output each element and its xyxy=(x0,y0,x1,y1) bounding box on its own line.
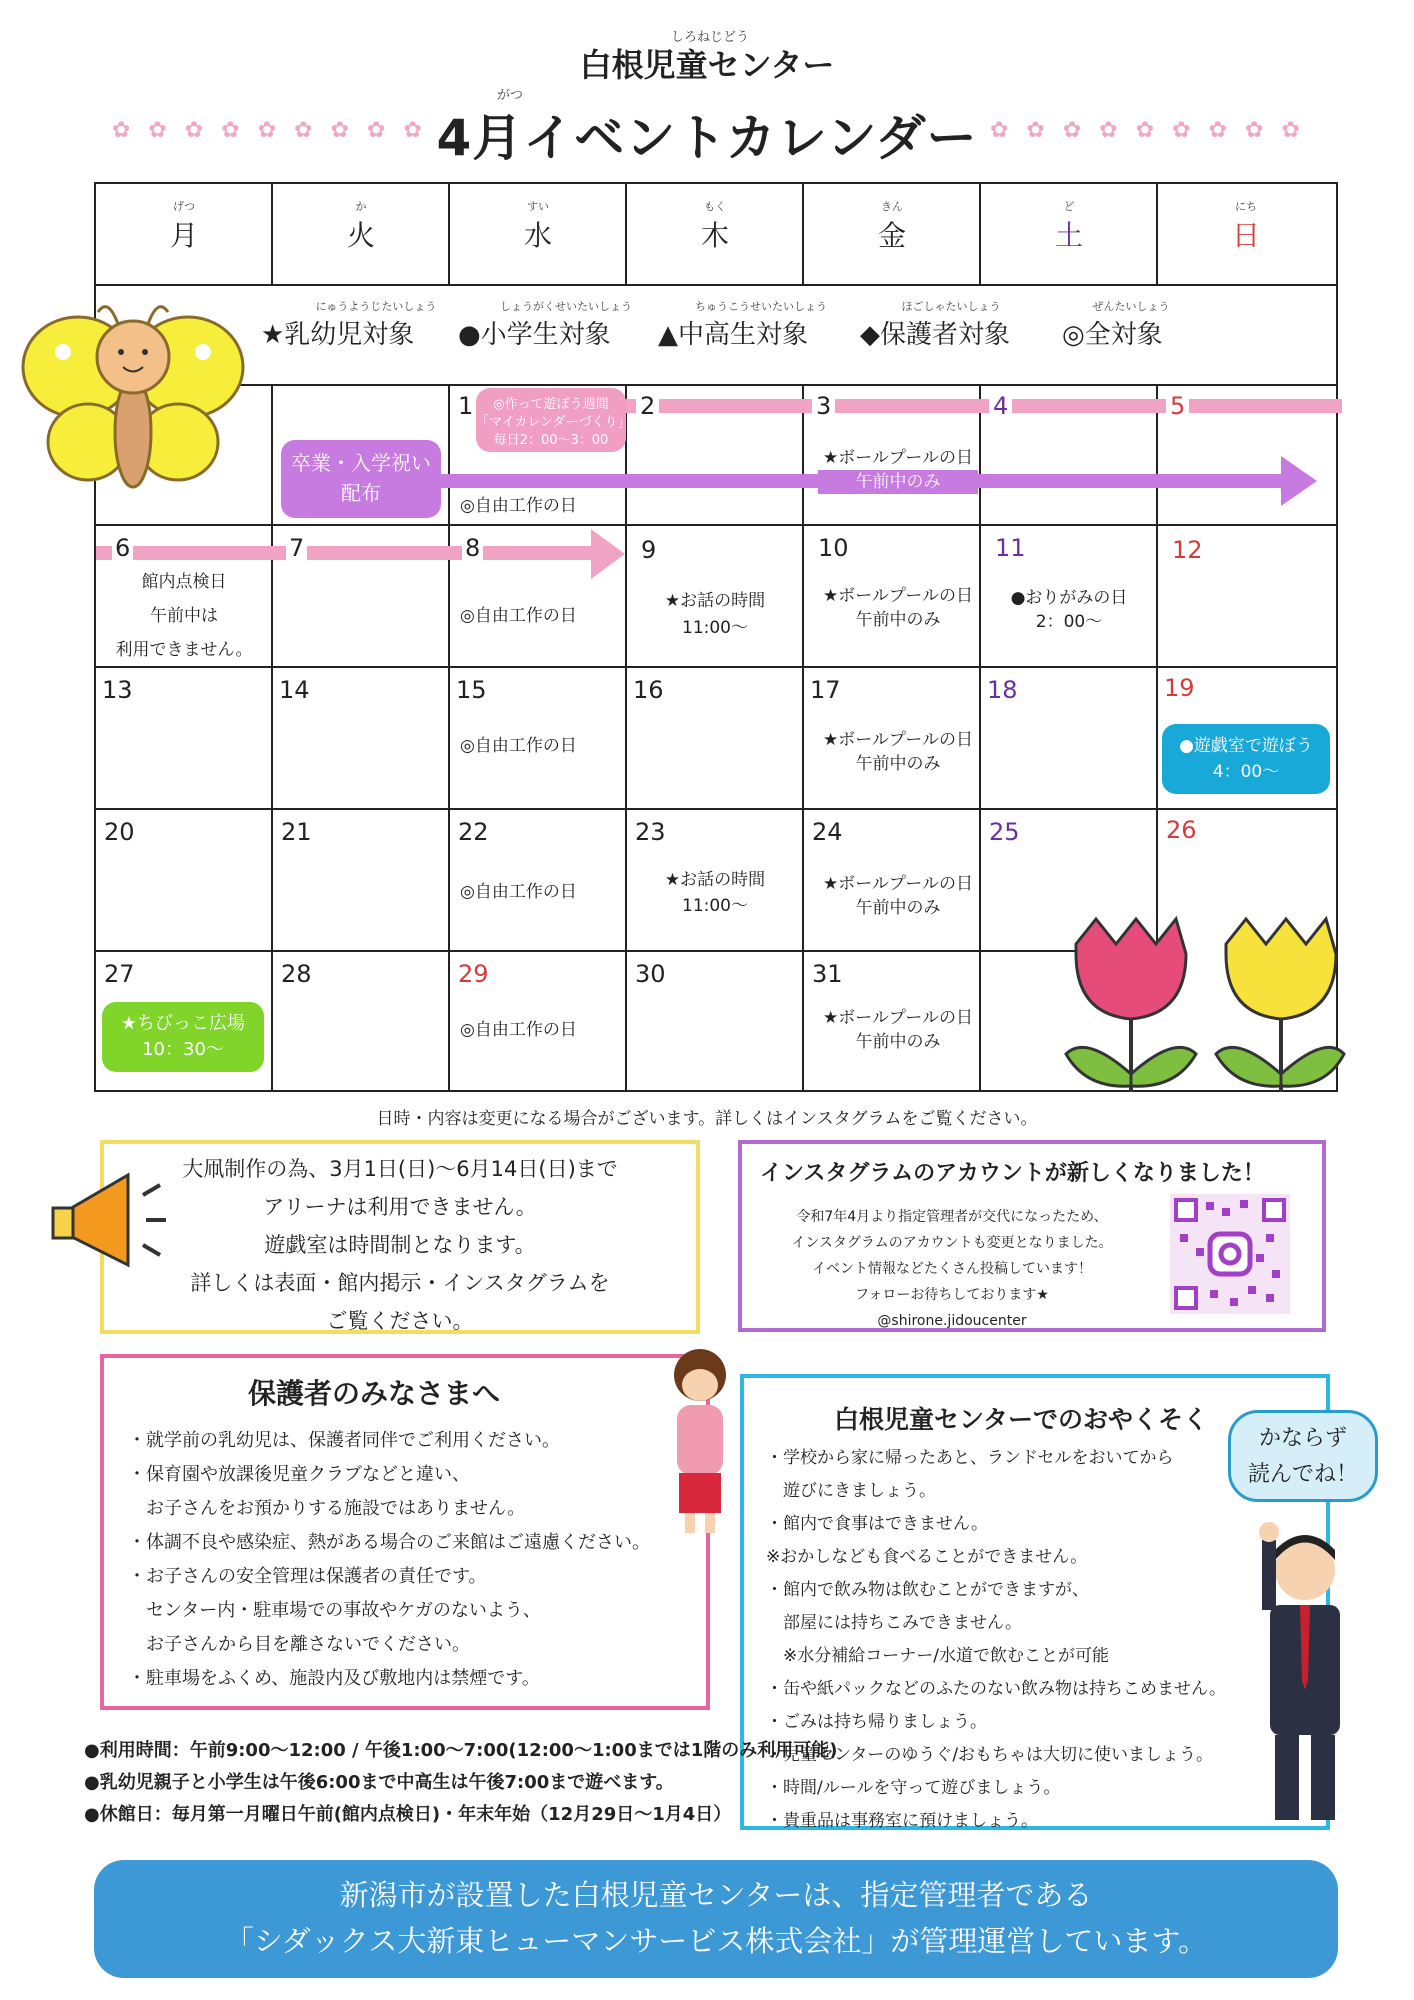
ball-pool-day: ★ボールプールの日 xyxy=(822,874,974,894)
date-27: 27 xyxy=(104,960,135,988)
inspection-day: 館内点検日 xyxy=(141,572,227,592)
free-craft-day: ◎自由工作の日 xyxy=(460,496,577,516)
instagram-line: 令和7年4月より指定管理者が交代になったため、 xyxy=(796,1209,1108,1225)
promise-item: ・児童センターのゆうぐ/おもちゃは大切に使いましょう。 xyxy=(766,1745,1214,1765)
story-time: ★お話の時間 xyxy=(664,870,766,890)
promise-item: 遊びにきましょう。 xyxy=(766,1481,936,1501)
page-title: 4月イベントカレンダー xyxy=(436,109,978,167)
ball-pool-day: ★ボールプールの日 xyxy=(822,730,974,750)
origami-time: 2：00～ xyxy=(1035,612,1103,632)
parents-item: ・保育園や放課後児童クラブなどと違い、 xyxy=(128,1464,470,1485)
date-23: 23 xyxy=(635,818,666,846)
date-8: 8 xyxy=(462,534,483,562)
bowing-woman-illustration xyxy=(655,1345,745,1535)
parents-item: お子さんをお預かりする施設ではありません。 xyxy=(128,1498,526,1519)
date-24: 24 xyxy=(812,818,843,846)
legend-ruby: にゅうようじたいしょう xyxy=(315,300,437,313)
date-1: 1 xyxy=(458,392,474,420)
free-craft-day: ◎自由工作の日 xyxy=(460,1020,577,1040)
promise-item: ・学校から家に帰ったあと、ランドセルをおいてから xyxy=(766,1448,1174,1468)
morning-only: 午前中のみ xyxy=(855,754,941,774)
event-calendar xyxy=(94,182,1338,1092)
butterfly-illustration xyxy=(18,292,248,512)
morning-only: 午前中のみ xyxy=(855,610,941,630)
closure-line: ご覧ください。 xyxy=(326,1309,474,1333)
morning-only: 午前中のみ xyxy=(855,1032,941,1052)
ball-pool-day: ★ボールプールの日 xyxy=(822,586,974,606)
date-22: 22 xyxy=(458,818,489,846)
date-15: 15 xyxy=(456,676,487,704)
parents-item: ・お子さんの安全管理は保護者の責任です。 xyxy=(128,1566,487,1587)
inspection-unavailable: 利用できません。 xyxy=(115,640,253,660)
date-16: 16 xyxy=(633,676,664,704)
instagram-line: フォローお待ちしております★ xyxy=(855,1287,1049,1303)
instagram-panel xyxy=(738,1140,1326,1332)
promise-title: 白根児童センターでのおやくそく xyxy=(834,1405,1209,1434)
sun-ruby: にち xyxy=(1235,200,1257,213)
ball-pool-day: ★ボールプールの日 xyxy=(822,1008,974,1028)
date-14: 14 xyxy=(279,676,310,704)
closure-notice-panel xyxy=(100,1140,700,1334)
date-3: 3 xyxy=(812,392,835,420)
date-26: 26 xyxy=(1166,816,1197,844)
date-30: 30 xyxy=(635,960,666,988)
legend-infant: ★乳幼児対象 xyxy=(261,320,415,350)
header-wednesday: 水 xyxy=(523,219,552,252)
legend-ruby: しょうがくせいたいしょう xyxy=(500,300,632,313)
chibikko-box: ★ちびっこ広場 10：30～ xyxy=(102,1002,264,1072)
make-play-week-box: ◎作って遊ぼう週間 「マイカレンダーづくり」 毎日2：00～3：00 xyxy=(476,388,626,452)
wed-ruby: すい xyxy=(527,200,549,213)
promise-item: ・館内で飲み物は飲むことができますが、 xyxy=(766,1580,1089,1600)
story-time-start: 11:00～ xyxy=(682,618,748,638)
tulip-illustration xyxy=(1056,914,1346,1094)
date-21: 21 xyxy=(281,818,312,846)
morning-only: 午前中のみ xyxy=(818,470,978,494)
legend-all: ◎全対象 xyxy=(1062,320,1163,350)
age-limits: ●乳幼児親子と小学生は午後6:00まで中高生は午後7:00まで遊べます。 xyxy=(84,1772,674,1793)
footer-line: 「シダックス大新東ヒューマンサービス株式会社」が管理運営しています。 xyxy=(224,1924,1208,1958)
header-saturday: 土 xyxy=(1054,219,1083,252)
free-craft-day: ◎自由工作の日 xyxy=(460,882,577,902)
parents-item: ・駐車場をふくめ、施設内及び敷地内は禁煙です。 xyxy=(128,1668,540,1689)
graduation-gift-box: 卒業・入学祝い 配布 xyxy=(281,440,441,518)
week-highlight-bar xyxy=(626,399,1342,413)
footer-line: 新潟市が設置した白根児童センターは、指定管理者である xyxy=(339,1878,1093,1912)
date-13: 13 xyxy=(102,676,133,704)
date-28: 28 xyxy=(281,960,312,988)
usage-hours: ●利用時間：午前9:00～12:00 / 午後1:00～7:00(12:00～1:00までは1階のみ利用可能) xyxy=(84,1740,838,1761)
playroom-box: ●遊戯室で遊ぼう 4：00～ xyxy=(1162,724,1330,794)
instagram-line: イベント情報などたくさん投稿しています！ xyxy=(812,1261,1092,1277)
origami-day: ●おりがみの日 xyxy=(1010,588,1128,608)
story-time-start: 11:00～ xyxy=(682,896,748,916)
date-5: 5 xyxy=(1166,392,1189,420)
header-friday: 金 xyxy=(877,219,906,252)
distribution-period-bar xyxy=(326,474,1286,488)
header-tuesday: 火 xyxy=(346,219,375,252)
thu-ruby: もく xyxy=(704,200,726,213)
date-29: 29 xyxy=(458,960,489,988)
instagram-title: インスタグラムのアカウントが新しくなりました！ xyxy=(760,1161,1265,1186)
fri-ruby: きん xyxy=(881,200,903,213)
title-ruby: がつ xyxy=(496,88,523,103)
tue-ruby: か xyxy=(355,200,367,213)
change-notice: 日時・内容は変更になる場合がございます。詳しくはインスタグラムをご覧ください。 xyxy=(376,1109,1038,1129)
story-time: ★お話の時間 xyxy=(664,591,766,611)
arrow-head-icon xyxy=(591,529,627,579)
instagram-qr-code-icon[interactable] xyxy=(1170,1194,1290,1314)
legend-guardian: ◆保護者対象 xyxy=(860,320,1010,350)
legend-ruby: ちゅうこうせいたいしょう xyxy=(695,300,827,313)
date-12: 12 xyxy=(1172,536,1203,564)
date-2: 2 xyxy=(636,392,659,420)
promise-item: ※水分補給コーナー/水道で飲むことが可能 xyxy=(766,1646,1109,1666)
legend-teen: ▲中高生対象 xyxy=(658,320,808,350)
arrow-head-icon xyxy=(1281,456,1321,506)
promise-item: ・時間/ルールを守って遊びましょう。 xyxy=(766,1778,1061,1798)
closure-line: アリーナは利用できません。 xyxy=(263,1195,537,1219)
instagram-line: インスタグラムのアカウントも変更となりました。 xyxy=(791,1235,1113,1251)
ball-pool-day: ★ボールプールの日 xyxy=(822,448,974,468)
promise-item: 部屋には持ちこみできません。 xyxy=(766,1613,1023,1633)
header-thursday: 木 xyxy=(700,219,729,252)
legend-elementary: ●小学生対象 xyxy=(458,320,611,350)
management-footer xyxy=(94,1860,1338,1978)
legend-ruby: ほごしゃたいしょう xyxy=(901,300,1001,313)
date-6: 6 xyxy=(112,534,133,562)
free-craft-day: ◎自由工作の日 xyxy=(460,606,577,626)
parents-panel xyxy=(100,1354,710,1710)
morning-only: 午前中のみ xyxy=(855,898,941,918)
mon-ruby: げつ xyxy=(173,200,195,213)
promise-item: ・貴重品は事務室に預けましょう。 xyxy=(766,1811,1038,1831)
promise-item: ・ごみは持ち帰りましょう。 xyxy=(766,1712,987,1732)
inspection-morning: 午前中は xyxy=(150,606,218,626)
sat-ruby: ど xyxy=(1063,200,1075,213)
legend-ruby: ぜんたいしょう xyxy=(1092,300,1170,313)
megaphone-icon xyxy=(48,1170,168,1280)
date-17: 17 xyxy=(810,676,841,704)
header-monday: 月 xyxy=(169,219,198,252)
date-7: 7 xyxy=(286,534,307,562)
date-4: 4 xyxy=(989,392,1012,420)
closure-line: 詳しくは表面・館内掲示・インスタグラムを xyxy=(190,1271,610,1295)
parents-item: ・体調不良や感染症、熱がある場合のご来館はご遠慮ください。 xyxy=(128,1532,650,1553)
date-19: 19 xyxy=(1164,674,1195,702)
instagram-handle[interactable]: @shirone.jidoucenter xyxy=(877,1313,1027,1329)
date-25: 25 xyxy=(989,818,1020,846)
pointing-man-illustration xyxy=(1250,1500,1360,1830)
parents-item: ・就学前の乳幼児は、保護者同伴でご利用ください。 xyxy=(128,1430,560,1451)
closure-line: 大凧制作の為、3月1日(日)～6月14日(日)まで xyxy=(182,1157,618,1181)
flower-decoration-right: ✿✿✿✿✿✿✿✿✿ xyxy=(990,118,1318,143)
parents-item: センター内・駐車場での事故やケガのないよう、 xyxy=(128,1600,541,1621)
promise-item: ・缶や紙パックなどのふたのない飲み物は持ちこめません。 xyxy=(766,1679,1227,1699)
flower-decoration-left: ✿✿✿✿✿✿✿✿✿ xyxy=(112,118,440,143)
subtitle-ruby: しろねじどう xyxy=(670,30,749,45)
center-name: 白根児童センター xyxy=(579,46,835,84)
promise-item: ※おかしなども食べることができません。 xyxy=(766,1547,1088,1567)
promise-item: ・館内で食事はできません。 xyxy=(766,1514,989,1534)
date-31: 31 xyxy=(812,960,843,988)
parents-item: お子さんから目を離さないでください。 xyxy=(128,1634,470,1655)
parents-title: 保護者のみなさまへ xyxy=(247,1377,500,1410)
date-20: 20 xyxy=(104,818,135,846)
must-read-bubble: かならず 読んでね！ xyxy=(1228,1410,1378,1502)
date-11: 11 xyxy=(995,534,1026,562)
week-highlight-bar xyxy=(96,546,596,560)
date-18: 18 xyxy=(987,676,1018,704)
date-9: 9 xyxy=(641,536,657,564)
closure-line: 遊戯室は時間制となります。 xyxy=(264,1233,536,1257)
usage-info xyxy=(84,1735,837,1831)
header-sunday: 日 xyxy=(1231,219,1260,252)
closed-days: ●休館日：毎月第一月曜日午前(館内点検日)・年末年始（12月29日～1月4日） xyxy=(84,1804,732,1825)
date-10: 10 xyxy=(818,534,849,562)
free-craft-day: ◎自由工作の日 xyxy=(460,736,577,756)
